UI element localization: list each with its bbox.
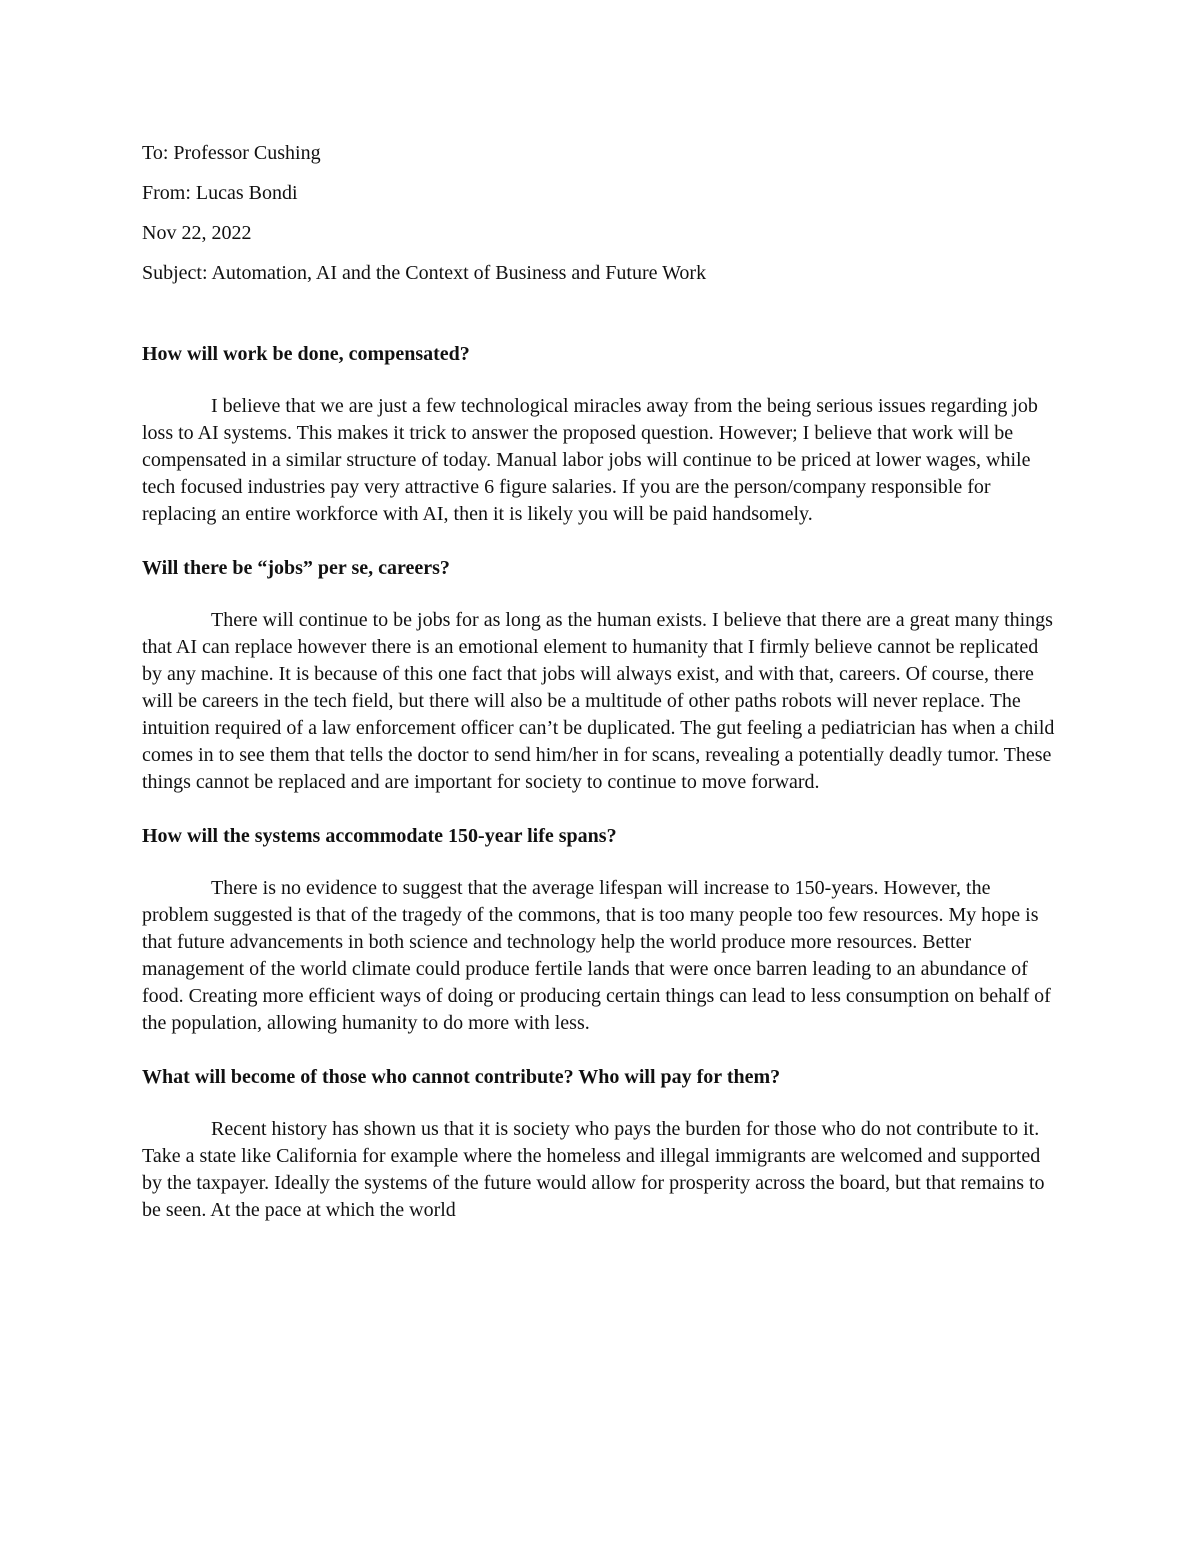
section-heading: How will the systems accommodate 150-year life spans? (142, 825, 617, 847)
section-paragraph: I believe that we are just a few technological miracles away from the being serious issues regarding job loss to AI systems. This makes it trick to answer the proposed question. However; I believe that work will be compensated in a similar structure of today. Manual labor jobs will continue to be priced at lower wages, while tech focused industries pay very attractive 6 figure salaries. If you are the person/company responsible for replacing an entire workforce with AI, then it is likely you will be paid handsomely. (142, 395, 1038, 525)
memo-section-life-spans (142, 823, 1062, 1037)
memo-section-jobs-careers (142, 555, 1062, 796)
section-paragraph: There will continue to be jobs for as long as the human exists. I believe that there are a great many things that AI can replace however there is an emotional element to humanity that I firmly believe cannot be replicated by any machine. It is because of this one fact that jobs will always exist, and with that, careers. Of course, there will be careers in the tech field, but there will also be a multitude of other paths robots will never replace. The intuition required of a law enforcement officer can’t be duplicated. The gut feeling a pediatrician has when a child comes in to see them that tells the doctor to send him/her in for scans, revealing a potentially deadly tumor. These things cannot be replaced and are important for society to continue to move forward. (142, 609, 1055, 793)
memo-subject-line: Subject: Automation, AI and the Context of Business and Future Work (142, 262, 707, 284)
memo-section-compensation (142, 341, 1062, 528)
section-heading: Will there be “jobs” per se, careers? (142, 557, 450, 579)
memo-date-line: Nov 22, 2022 (142, 222, 252, 244)
memo-from-line: From: Lucas Bondi (142, 182, 298, 204)
section-heading: What will become of those who cannot contribute? Who will pay for them? (142, 1066, 781, 1088)
memo-section-non-contributors (142, 1064, 1062, 1224)
memo-page (142, 140, 1062, 1224)
section-heading: How will work be done, compensated? (142, 343, 470, 365)
section-paragraph: There is no evidence to suggest that the average lifespan will increase to 150-years. However, the problem suggested is that of the tragedy of the commons, that is too many people too few resources. My hope is that future advancements in both science and technology help the world produce more resources. Better management of the world climate could produce fertile lands that were once barren leading to an abundance of food. Creating more efficient ways of doing or producing certain things can lead to less consumption on behalf of the population, allowing humanity to do more with less. (142, 877, 1051, 1034)
section-paragraph: Recent history has shown us that it is society who pays the burden for those who do not contribute to it. Take a state like California for example where the homeless and illegal immigrants are welcomed and supported by the taxpayer. Ideally the systems of the future would allow for prosperity across the board, but that remains to be seen. At the pace at which the world (142, 1118, 1045, 1221)
memo-to-line: To: Professor Cushing (142, 142, 321, 164)
memo-header (142, 140, 1062, 287)
